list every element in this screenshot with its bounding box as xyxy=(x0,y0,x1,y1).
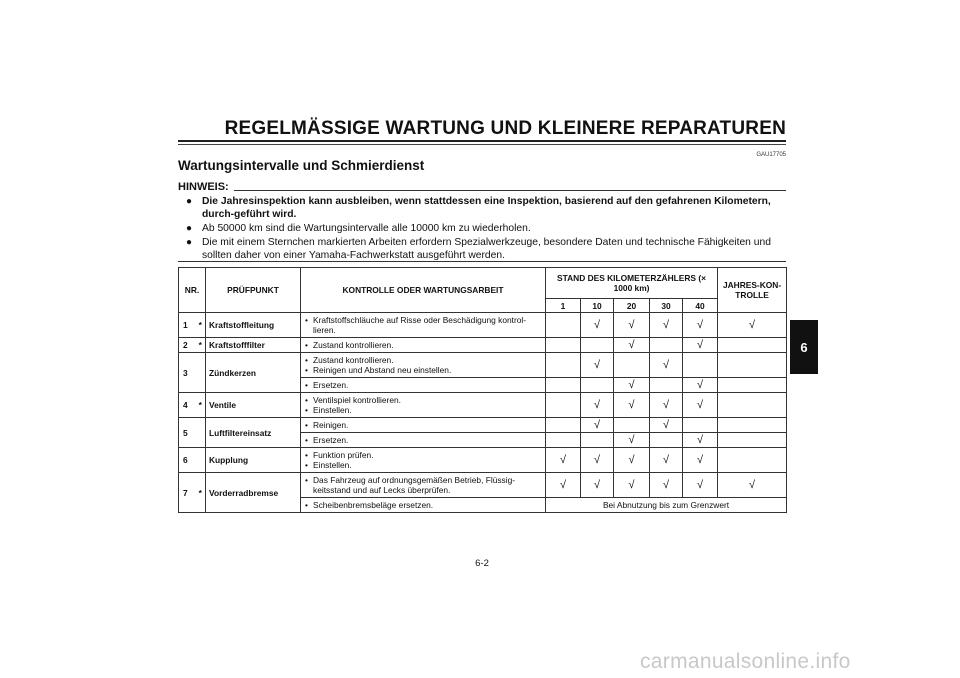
check-item: Kraftstoffleitung xyxy=(206,313,301,338)
check-mark-cell xyxy=(650,338,683,353)
special-tools-star: * xyxy=(196,338,206,353)
check-item: Ventile xyxy=(206,393,301,418)
task-cell xyxy=(301,433,546,448)
bullet-icon: • xyxy=(305,365,308,375)
check-mark-cell: √ xyxy=(581,473,614,498)
check-mark-cell: √ xyxy=(683,448,718,473)
bullet-icon: • xyxy=(305,340,308,350)
check-item: Kraftstofffilter xyxy=(206,338,301,353)
task-text: Scheibenbremsbeläge ersetzen. xyxy=(313,500,434,510)
task-cell xyxy=(301,313,546,338)
check-mark-cell xyxy=(614,353,650,378)
task-text: Zustand kontrollieren. xyxy=(313,340,394,350)
task-line xyxy=(305,435,542,445)
special-tools-star: * xyxy=(196,473,206,513)
check-mark-cell xyxy=(581,338,614,353)
bullet-icon: • xyxy=(305,420,308,430)
check-mark-cell: √ xyxy=(614,448,650,473)
header-odometer: STAND DES KILOMETERZÄHLERS (× 1000 km) xyxy=(546,268,718,299)
check-mark-cell: √ xyxy=(581,313,614,338)
note-item-text: Ab 50000 km sind die Wartungsintervalle alle 10000 km zu wiederholen. xyxy=(202,223,531,234)
header-odo-col: 40 xyxy=(683,299,718,313)
bullet-icon: ● xyxy=(186,223,193,234)
interval-note: Bei Abnutzung bis zum Grenzwert xyxy=(546,498,787,513)
check-mark-cell xyxy=(718,338,787,353)
check-mark-cell xyxy=(546,393,581,418)
bullet-icon: • xyxy=(305,355,308,365)
check-mark-cell: √ xyxy=(650,418,683,433)
check-mark-cell: √ xyxy=(718,313,787,338)
bullet-icon: • xyxy=(305,450,308,460)
check-mark-cell: √ xyxy=(614,473,650,498)
note-item-text: Die Jahresinspektion kann ausbleiben, wenn stattdessen eine Inspektion, basierend auf den gefahrenen Kilometern, durch-geführt wird. xyxy=(202,196,771,220)
task-line xyxy=(305,365,542,375)
task-text: Einstellen. xyxy=(313,460,352,470)
task-text: Ersetzen. xyxy=(313,380,349,390)
check-mark-cell xyxy=(718,353,787,378)
watermark: carmanualsonline.info xyxy=(640,650,851,673)
note-list xyxy=(186,195,786,263)
task-line xyxy=(305,315,542,335)
note-item xyxy=(186,222,786,235)
check-mark-cell: √ xyxy=(546,448,581,473)
check-mark-cell: √ xyxy=(650,393,683,418)
row-number: 5 xyxy=(179,418,196,448)
header-task: KONTROLLE ODER WARTUNGSARBEIT xyxy=(301,268,546,313)
note-item xyxy=(186,195,786,221)
page-title: REGELMÄSSIGE WARTUNG UND KLEINERE REPARATUREN xyxy=(224,118,786,139)
header-nr: NR. xyxy=(179,268,206,313)
special-tools-star xyxy=(196,353,206,393)
task-cell xyxy=(301,418,546,433)
special-tools-star: * xyxy=(196,393,206,418)
table-row xyxy=(179,353,787,378)
bullet-icon: • xyxy=(305,460,308,470)
bullet-icon: • xyxy=(305,395,308,405)
bullet-icon: • xyxy=(305,500,308,510)
check-mark-cell: √ xyxy=(650,313,683,338)
check-mark-cell xyxy=(683,418,718,433)
task-text: Reinigen. xyxy=(313,420,349,430)
task-text: Das Fahrzeug auf ordnungsgemäßen Betrieb, Flüssig-keitsstand und auf Lecks überprüfen. xyxy=(313,475,516,495)
check-mark-cell: √ xyxy=(614,313,650,338)
maintenance-table xyxy=(178,267,787,513)
check-mark-cell: √ xyxy=(581,393,614,418)
check-item: Vorderradbremse xyxy=(206,473,301,513)
header-annual: JAHRES-KON-TROLLE xyxy=(718,268,787,313)
check-mark-cell xyxy=(718,448,787,473)
task-cell xyxy=(301,338,546,353)
task-line xyxy=(305,405,542,415)
check-mark-cell xyxy=(581,433,614,448)
check-mark-cell xyxy=(718,378,787,393)
check-mark-cell: √ xyxy=(683,378,718,393)
check-mark-cell xyxy=(546,313,581,338)
document-code: GAU17705 xyxy=(756,152,786,158)
bullet-icon: • xyxy=(305,475,308,485)
header-item: PRÜFPUNKT xyxy=(206,268,301,313)
special-tools-star xyxy=(196,448,206,473)
note-label: HINWEIS: xyxy=(178,181,229,193)
check-mark-cell: √ xyxy=(614,393,650,418)
special-tools-star xyxy=(196,418,206,448)
task-text: Zustand kontrollieren. xyxy=(313,355,394,365)
title-rule-thin xyxy=(178,144,786,145)
table-row xyxy=(179,473,787,498)
note-end-rule xyxy=(178,261,786,262)
bullet-icon: • xyxy=(305,315,308,325)
check-mark-cell xyxy=(650,378,683,393)
row-number: 6 xyxy=(179,448,196,473)
table-row xyxy=(179,418,787,433)
task-cell xyxy=(301,393,546,418)
check-mark-cell: √ xyxy=(650,448,683,473)
task-cell xyxy=(301,378,546,393)
note-underline xyxy=(234,190,786,191)
check-mark-cell xyxy=(546,378,581,393)
check-mark-cell: √ xyxy=(546,473,581,498)
note-item-text: Die mit einem Sternchen markierten Arbeiten erfordern Spezialwerkzeuge, besondere Daten und technische Fähigkeiten und sollten daher von einer Yamaha-Fachwerkstatt ausgeführt werden. xyxy=(202,237,771,261)
row-number: 7 xyxy=(179,473,196,513)
note-item xyxy=(186,236,786,262)
bullet-icon: • xyxy=(305,435,308,445)
check-mark-cell: √ xyxy=(581,353,614,378)
check-mark-cell: √ xyxy=(683,433,718,448)
check-mark-cell: √ xyxy=(614,338,650,353)
task-cell xyxy=(301,473,546,498)
row-number: 3 xyxy=(179,353,196,393)
check-mark-cell xyxy=(581,378,614,393)
check-mark-cell: √ xyxy=(683,473,718,498)
task-line xyxy=(305,340,542,350)
task-cell xyxy=(301,353,546,378)
task-text: Ersetzen. xyxy=(313,435,349,445)
chapter-tab: 6 xyxy=(790,320,818,374)
row-number: 1 xyxy=(179,313,196,338)
task-line xyxy=(305,450,542,460)
check-mark-cell xyxy=(546,433,581,448)
row-number: 2 xyxy=(179,338,196,353)
check-item: Luftfiltereinsatz xyxy=(206,418,301,448)
check-mark-cell: √ xyxy=(581,418,614,433)
task-text: Ventilspiel kontrollieren. xyxy=(313,395,401,405)
bullet-icon: • xyxy=(305,380,308,390)
task-text: Reinigen und Abstand neu einstellen. xyxy=(313,365,452,375)
task-line xyxy=(305,420,542,430)
check-mark-cell xyxy=(650,433,683,448)
header-odo-col: 30 xyxy=(650,299,683,313)
check-mark-cell xyxy=(546,353,581,378)
check-mark-cell xyxy=(718,393,787,418)
table-row xyxy=(179,313,787,338)
task-line xyxy=(305,500,542,510)
check-mark-cell: √ xyxy=(683,393,718,418)
task-text: Funktion prüfen. xyxy=(313,450,374,460)
bullet-icon: ● xyxy=(186,196,193,207)
row-number: 4 xyxy=(179,393,196,418)
check-mark-cell xyxy=(614,418,650,433)
task-text: Kraftstoffschläuche auf Risse oder Beschädigung kontrol-lieren. xyxy=(313,315,527,335)
header-odo-col: 20 xyxy=(614,299,650,313)
check-mark-cell xyxy=(546,338,581,353)
check-mark-cell xyxy=(718,418,787,433)
check-mark-cell: √ xyxy=(614,433,650,448)
task-cell xyxy=(301,448,546,473)
bullet-icon: • xyxy=(305,405,308,415)
check-item: Kupplung xyxy=(206,448,301,473)
title-rule-thick xyxy=(178,140,786,142)
check-mark-cell: √ xyxy=(614,378,650,393)
special-tools-star: * xyxy=(196,313,206,338)
check-mark-cell: √ xyxy=(683,338,718,353)
header-odo-col: 10 xyxy=(581,299,614,313)
check-mark-cell: √ xyxy=(581,448,614,473)
task-line xyxy=(305,475,542,495)
task-line xyxy=(305,355,542,365)
check-mark-cell xyxy=(546,418,581,433)
bullet-icon: ● xyxy=(186,237,193,248)
task-line xyxy=(305,460,542,470)
section-heading: Wartungsintervalle und Schmierdienst xyxy=(178,158,425,173)
check-mark-cell xyxy=(718,433,787,448)
table-row xyxy=(179,448,787,473)
check-item: Zündkerzen xyxy=(206,353,301,393)
check-mark-cell: √ xyxy=(718,473,787,498)
page-number: 6-2 xyxy=(475,558,489,569)
check-mark-cell: √ xyxy=(683,313,718,338)
header-odo-col: 1 xyxy=(546,299,581,313)
task-line xyxy=(305,395,542,405)
task-text: Einstellen. xyxy=(313,405,352,415)
check-mark-cell: √ xyxy=(650,473,683,498)
table-row xyxy=(179,393,787,418)
check-mark-cell xyxy=(683,353,718,378)
table-row xyxy=(179,338,787,353)
check-mark-cell: √ xyxy=(650,353,683,378)
task-cell xyxy=(301,498,546,513)
task-line xyxy=(305,380,542,390)
